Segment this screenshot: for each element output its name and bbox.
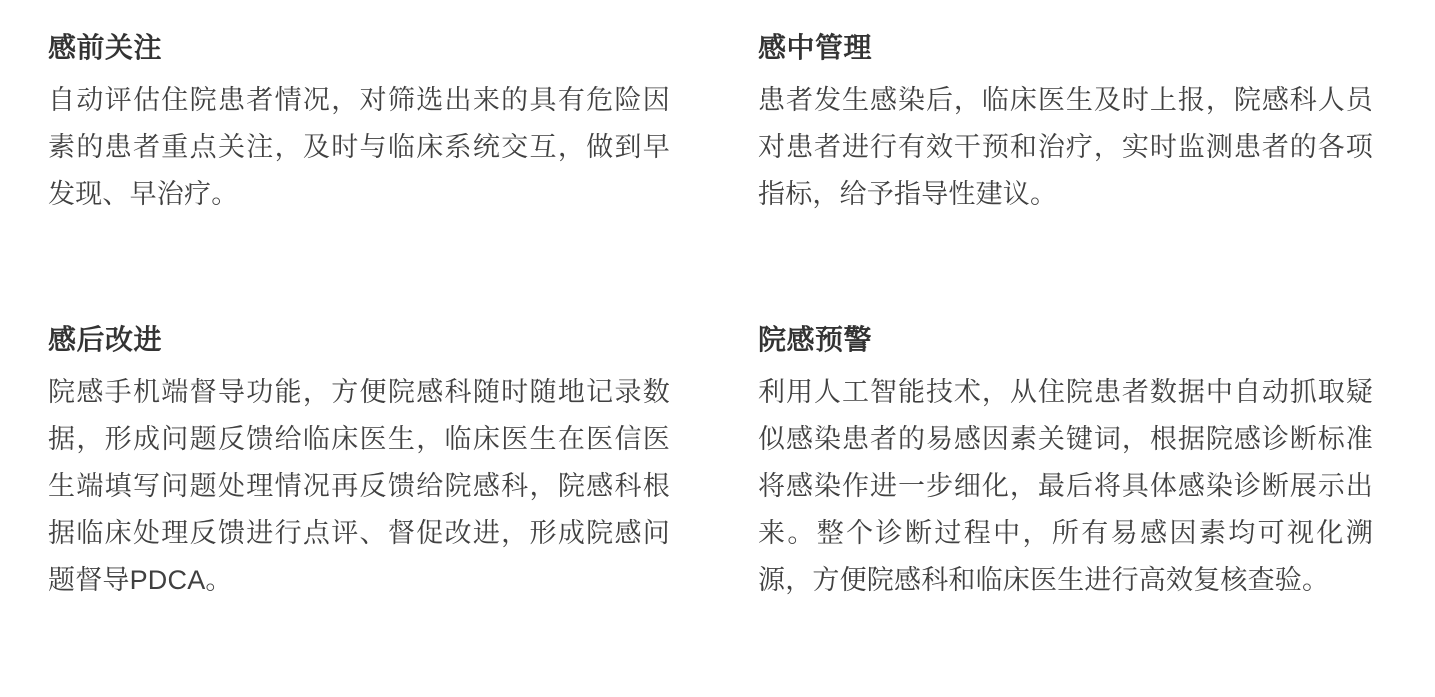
feature-title-during-infection: 感中管理 — [758, 32, 873, 63]
feature-section-post-infection — [48, 322, 670, 604]
feature-title-infection-warning: 院感预警 — [758, 324, 873, 355]
feature-section-during-infection — [758, 30, 1373, 218]
feature-body-pre-infection: 自动评估住院患者情况，对筛选出来的具有危险因素的患者重点关注，及时与临床系统交互，做到早发现、早治疗。 — [48, 85, 670, 209]
feature-body-during-infection: 患者发生感染后，临床医生及时上报，院感科人员对患者进行有效干预和治疗，实时监测患者的各项指标，给予指导性建议。 — [758, 85, 1373, 209]
feature-body-infection-warning: 利用人工智能技术，从住院患者数据中自动抓取疑似感染患者的易感因素关键词，根据院感诊断标准将感染作进一步细化，最后将具体感染诊断展示出来。整个诊断过程中，所有易感因素均可视化溯源，方便院感科和临床医生进行高效复核查验。 — [758, 377, 1373, 595]
feature-section-infection-warning — [758, 322, 1373, 604]
feature-title-pre-infection: 感前关注 — [48, 32, 163, 63]
feature-section-pre-infection — [48, 30, 670, 218]
feature-body-post-infection: 院感手机端督导功能，方便院感科随时随地记录数据，形成问题反馈给临床医生，临床医生在医信医生端填写问题处理情况再反馈给院感科，院感科根据临床处理反馈进行点评、督促改进，形成院感问题督导PDCA。 — [48, 377, 670, 595]
feature-title-post-infection: 感后改进 — [48, 324, 163, 355]
